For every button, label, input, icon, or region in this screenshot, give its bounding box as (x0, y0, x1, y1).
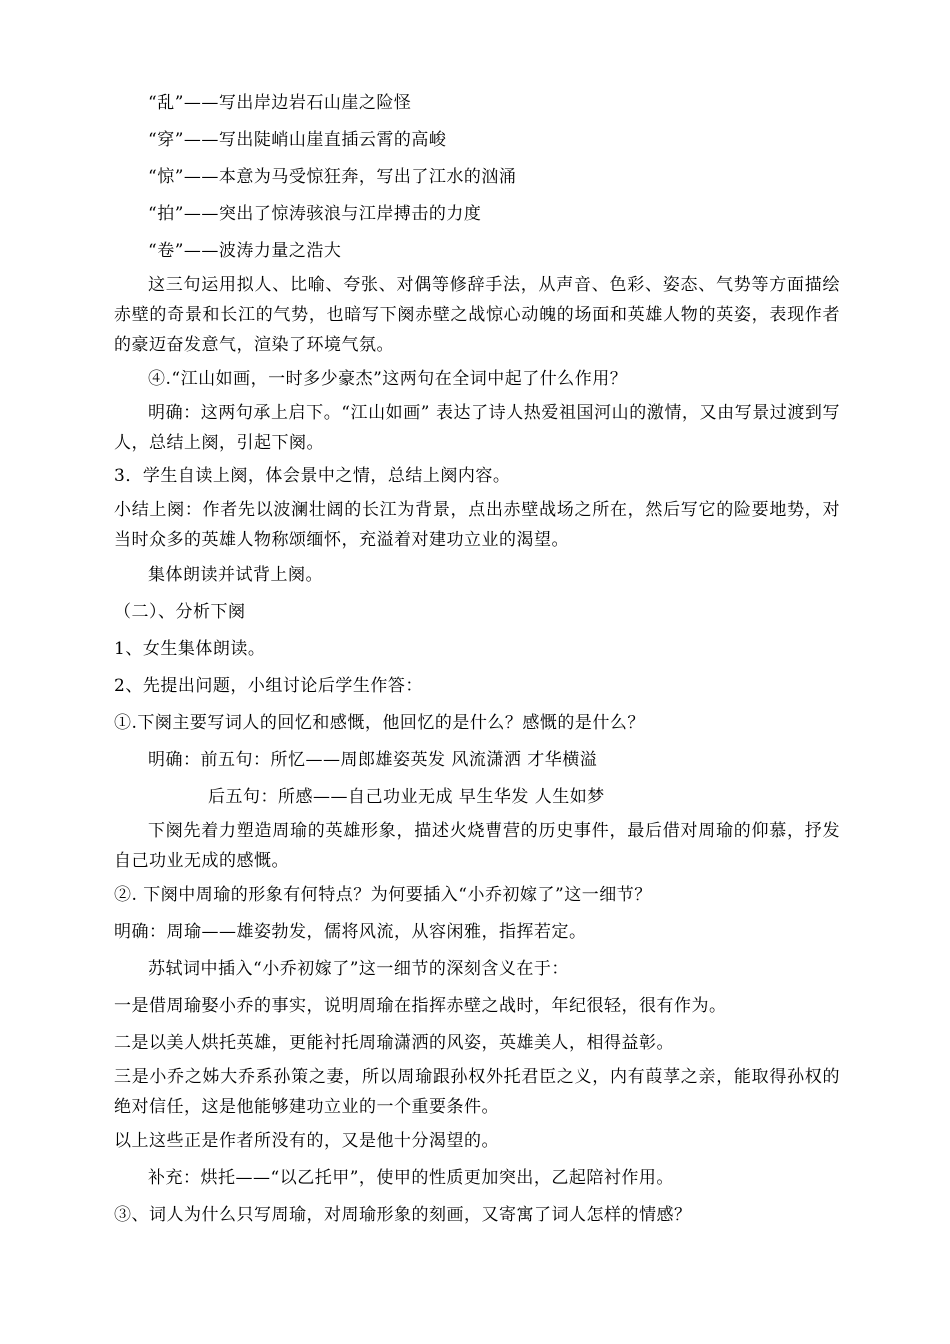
paragraph-conclusion: 以上这些正是作者所没有的，又是他十分渴望的。 (114, 1131, 499, 1151)
summary-upper-stanza: 小结上阕：作者先以波澜壮阔的长江为背景，点出赤壁战场之所在，然后写它的险要地势，对当时众多的英雄人物称颂缅怀，充溢着对建功立业的渴望。 (114, 500, 840, 550)
paragraph-chuan: “穿”——写出陡峭山崖直插云霄的高峻 (148, 130, 447, 150)
step-1-lower: 1、女生集体朗读。 (114, 639, 266, 659)
question-3-lower: ③、词人为什么只写周瑜，对周瑜形象的刻画，又寄寓了词人怎样的情感？ (114, 1205, 692, 1225)
point-one: 一是借周瑜娶小乔的事实，说明周瑜在指挥赤壁之战时，年纪很轻，很有作为。 (114, 996, 727, 1016)
answer-recall: 明确：前五句：所忆——周郎雄姿英发 风流潇洒 才华横溢 (148, 750, 598, 770)
paragraph-rhetoric-analysis: 这三句运用拟人、比喻、夸张、对偶等修辞手法，从声音、色彩、姿态、气势等方面描绘赤壁的奇景和长江的气势，也暗写下阕赤壁之战惊心动魄的场面和英雄人物的英姿，表现作者的豪迈奋发意气，渲染了环境气氛。 (114, 275, 840, 355)
paragraph-luan: “乱”——写出岸边岩石山崖之险怪 (148, 93, 412, 113)
paragraph-xiaoqiao-intro: 苏轼词中插入“小乔初嫁了”这一细节的深刻含义在于： (148, 959, 569, 979)
answer-4: 明确：这两句承上启下。“江山如画” 表达了诗人热爱祖国河山的激情，又由写景过渡到写人，总结上阕，引起下阕。 (114, 403, 840, 453)
paragraph-lower-summary: 下阕先着力塑造周瑜的英雄形象，描述火烧曹营的历史事件，最后借对周瑜的仰慕，抒发自己功业无成的感慨。 (114, 821, 840, 871)
step-2-lower: 2、先提出问题，小组讨论后学生作答： (114, 676, 423, 696)
paragraph-jing: “惊”——本意为马受惊狂奔，写出了江水的汹涌 (148, 167, 517, 187)
paragraph-supplement: 补充：烘托——“以乙托甲”，使甲的性质更加突出，乙起陪衬作用。 (148, 1168, 674, 1188)
paragraph-pai: “拍”——突出了惊涛骇浪与江岸搏击的力度 (148, 204, 482, 224)
point-three: 三是小乔之姊大乔系孙策之妻，所以周瑜跟孙权外托君臣之义，内有葭莩之亲，能取得孙权的绝对信任，这是他能够建功立业的一个重要条件。 (114, 1067, 840, 1117)
section-heading-2: （二）、分析下阕 (114, 602, 246, 622)
paragraph-recite: 集体朗读并试背上阕。 (148, 565, 323, 585)
question-1-lower: ①.下阕主要写词人的回忆和感慨，他回忆的是什么？感慨的是什么？ (114, 713, 645, 733)
answer-zhouyu: 明确：周瑜——雄姿勃发，儒将风流，从容闲雅，指挥若定。 (114, 922, 587, 942)
paragraph-juan: “卷”——波涛力量之浩大 (148, 241, 342, 261)
question-2-lower: ②. 下阕中周瑜的形象有何特点？为何要插入“小乔初嫁了”这一细节？ (114, 885, 652, 905)
step-3: 3．学生自读上阕，体会景中之情，总结上阕内容。 (114, 466, 511, 486)
question-4: ④.“江山如画，一时多少豪杰”这两句在全词中起了什么作用？ (148, 369, 628, 389)
answer-feeling: 后五句：所感——自己功业无成 早生华发 人生如梦 (208, 787, 605, 807)
point-two: 二是以美人烘托英雄，更能衬托周瑜潇洒的风姿，英雄美人，相得益彰。 (114, 1033, 674, 1053)
